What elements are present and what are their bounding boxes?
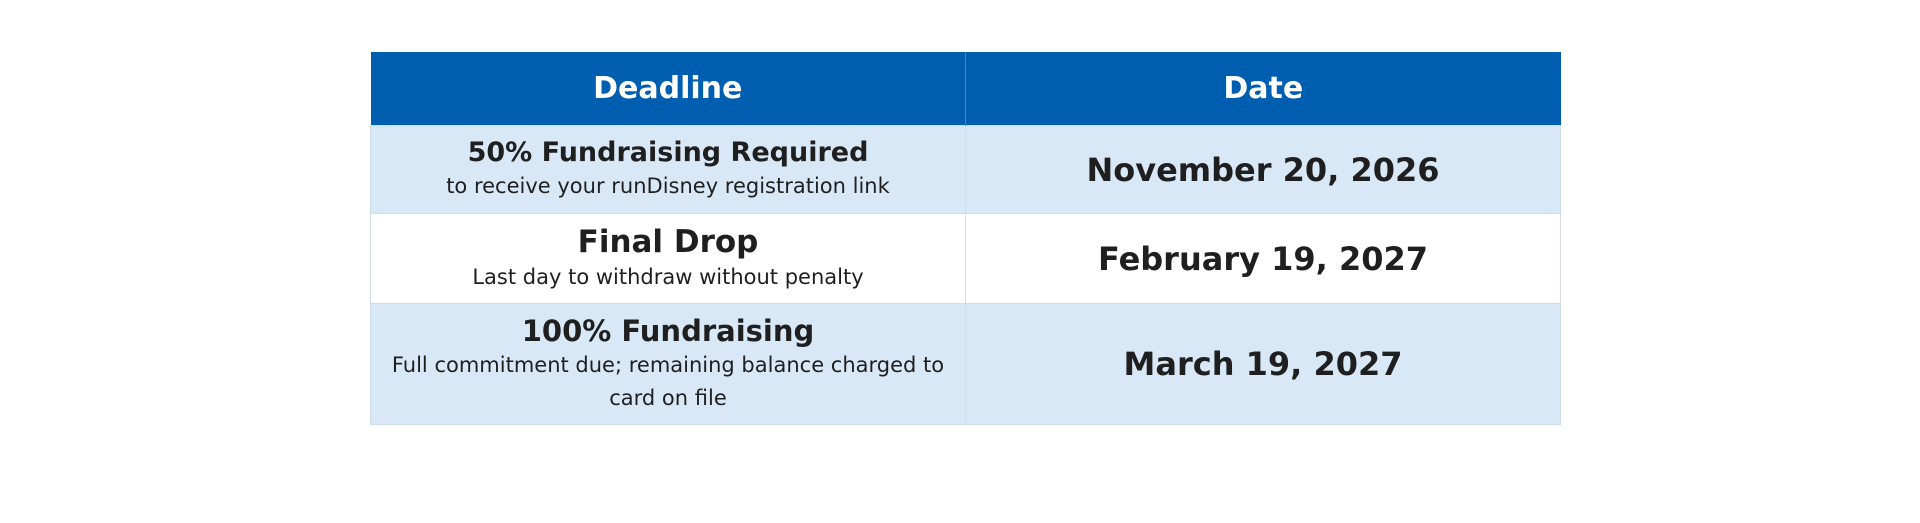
date-cell bbox=[966, 126, 1561, 214]
deadline-description: Last day to withdraw without penalty bbox=[472, 265, 864, 289]
deadline-cell bbox=[371, 214, 966, 304]
table-header-row bbox=[371, 52, 1561, 126]
deadline-cell bbox=[371, 126, 966, 214]
deadline-description: Full commitment due; remaining balance charged to card on file bbox=[391, 353, 945, 410]
table-row bbox=[371, 126, 1561, 214]
deadline-date: February 19, 2027 bbox=[1098, 239, 1428, 278]
header-date: Date bbox=[966, 52, 1561, 126]
deadlines-table bbox=[370, 52, 1561, 425]
table-row bbox=[371, 304, 1561, 425]
date-cell bbox=[966, 304, 1561, 425]
header-deadline: Deadline bbox=[371, 52, 966, 126]
deadline-title: 100% Fundraising bbox=[521, 314, 815, 348]
deadline-date: November 20, 2026 bbox=[1086, 150, 1440, 189]
deadline-cell bbox=[371, 304, 966, 425]
deadline-title: Final Drop bbox=[577, 224, 759, 260]
deadline-description: to receive your runDisney registration link bbox=[446, 174, 890, 198]
table-row bbox=[371, 214, 1561, 304]
deadline-date: March 19, 2027 bbox=[1123, 345, 1403, 383]
deadline-title: 50% Fundraising Required bbox=[467, 137, 869, 168]
date-cell bbox=[966, 214, 1561, 304]
